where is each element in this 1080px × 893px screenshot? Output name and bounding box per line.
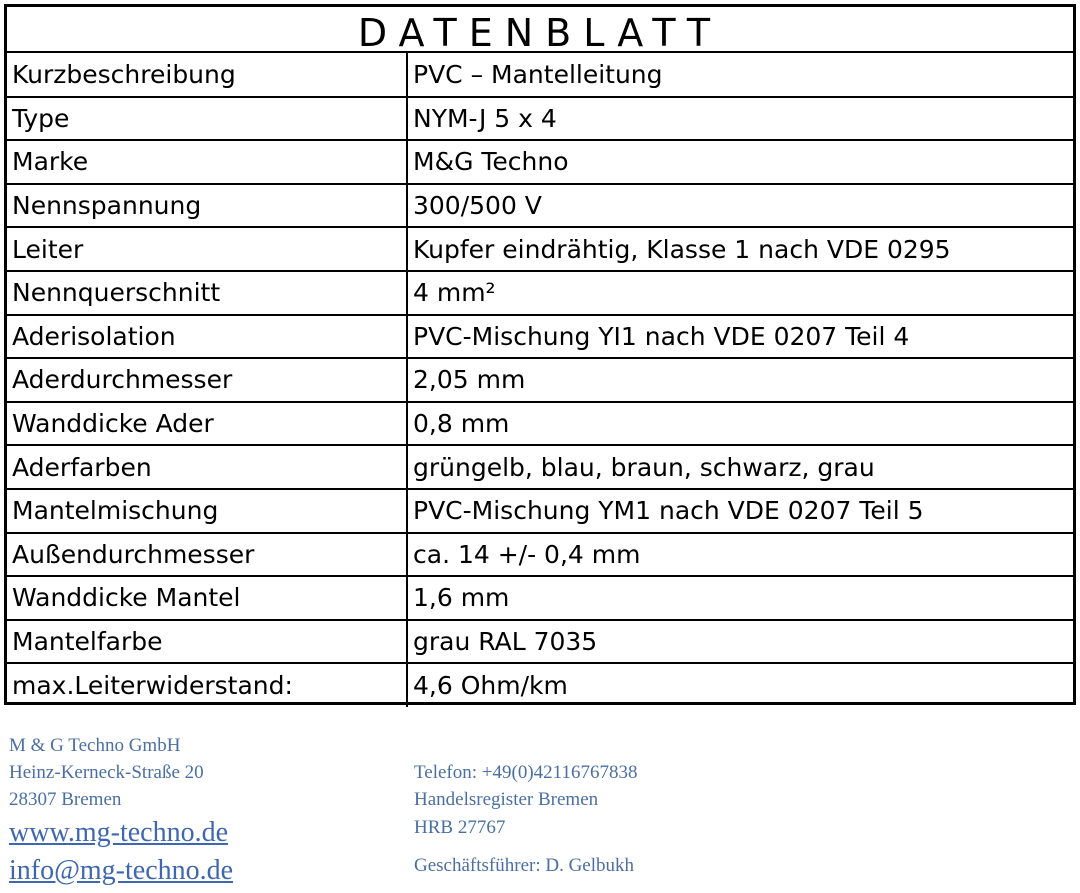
spec-value: 4 mm²: [407, 271, 1073, 315]
company-register: Handelsregister Bremen: [414, 789, 599, 810]
website-link[interactable]: www.mg-techno.de: [9, 817, 229, 848]
spec-value: PVC-Mischung YI1 nach VDE 0207 Teil 4: [407, 315, 1073, 359]
company-ceo: Geschäftsführer: D. Gelbukh: [414, 855, 635, 876]
table-row: [7, 315, 1073, 359]
spec-value: ca. 14 +/- 0,4 mm: [407, 533, 1073, 577]
table-row: [7, 271, 1073, 315]
table-row: [7, 227, 1073, 271]
table-row: [7, 184, 1073, 228]
company-phone: Telefon: +49(0)42116767838: [414, 762, 638, 783]
company-street: Heinz-Kerneck-Straße 20: [9, 762, 204, 783]
spec-value: PVC – Mantelleitung: [407, 53, 1073, 97]
spec-value: PVC-Mischung YM1 nach VDE 0207 Teil 5: [407, 489, 1073, 533]
spec-label: Kurzbeschreibung: [7, 53, 407, 97]
spec-label: Aderisolation: [7, 315, 407, 359]
spec-label: Wanddicke Ader: [7, 402, 407, 446]
table-row: [7, 489, 1073, 533]
spec-value: 300/500 V: [407, 184, 1073, 228]
spec-value: 0,8 mm: [407, 402, 1073, 446]
datasheet-table-frame: [4, 4, 1076, 705]
email-link[interactable]: info@mg-techno.de: [9, 855, 234, 886]
spec-label: Marke: [7, 140, 407, 184]
spec-label: Aderdurchmesser: [7, 358, 407, 402]
spec-label: Type: [7, 97, 407, 141]
spec-value: M&G Techno: [407, 140, 1073, 184]
company-city: 28307 Bremen: [9, 789, 122, 810]
table-row: [7, 402, 1073, 446]
table-row: [7, 53, 1073, 97]
page-title: DATENBLATT: [7, 7, 1073, 53]
table-row: [7, 620, 1073, 664]
spec-table: [7, 53, 1073, 707]
table-row: [7, 663, 1073, 707]
spec-label: Leiter: [7, 227, 407, 271]
company-hrb: HRB 27767: [414, 817, 506, 838]
table-row: [7, 97, 1073, 141]
spec-value: 4,6 Ohm/km: [413, 671, 568, 701]
company-name: M & G Techno GmbH: [9, 735, 181, 756]
spec-label: Wanddicke Mantel: [7, 576, 407, 620]
spec-label: Nennspannung: [7, 184, 407, 228]
table-row: [7, 358, 1073, 402]
table-row: [7, 576, 1073, 620]
table-row: [7, 533, 1073, 577]
spec-label: max.Leiterwiderstand:: [7, 663, 407, 707]
spec-value: grüngelb, blau, braun, schwarz, grau: [407, 445, 1073, 489]
spec-value: grau RAL 7035: [407, 620, 1073, 664]
spec-value: NYM-J 5 x 4: [407, 97, 1073, 141]
table-row: [7, 445, 1073, 489]
spec-label: Außendurchmesser: [7, 533, 407, 577]
company-footer: [0, 705, 1080, 893]
spec-label: Aderfarben: [7, 445, 407, 489]
spec-label: Mantelfarbe: [7, 620, 407, 664]
spec-label: Nennquerschnitt: [7, 271, 407, 315]
spec-value: 1,6 mm: [407, 576, 1073, 620]
spec-value: 2,05 mm: [407, 358, 1073, 402]
spec-value: Kupfer eindrähtig, Klasse 1 nach VDE 0295: [407, 227, 1073, 271]
table-row: [7, 140, 1073, 184]
spec-label: Mantelmischung: [7, 489, 407, 533]
